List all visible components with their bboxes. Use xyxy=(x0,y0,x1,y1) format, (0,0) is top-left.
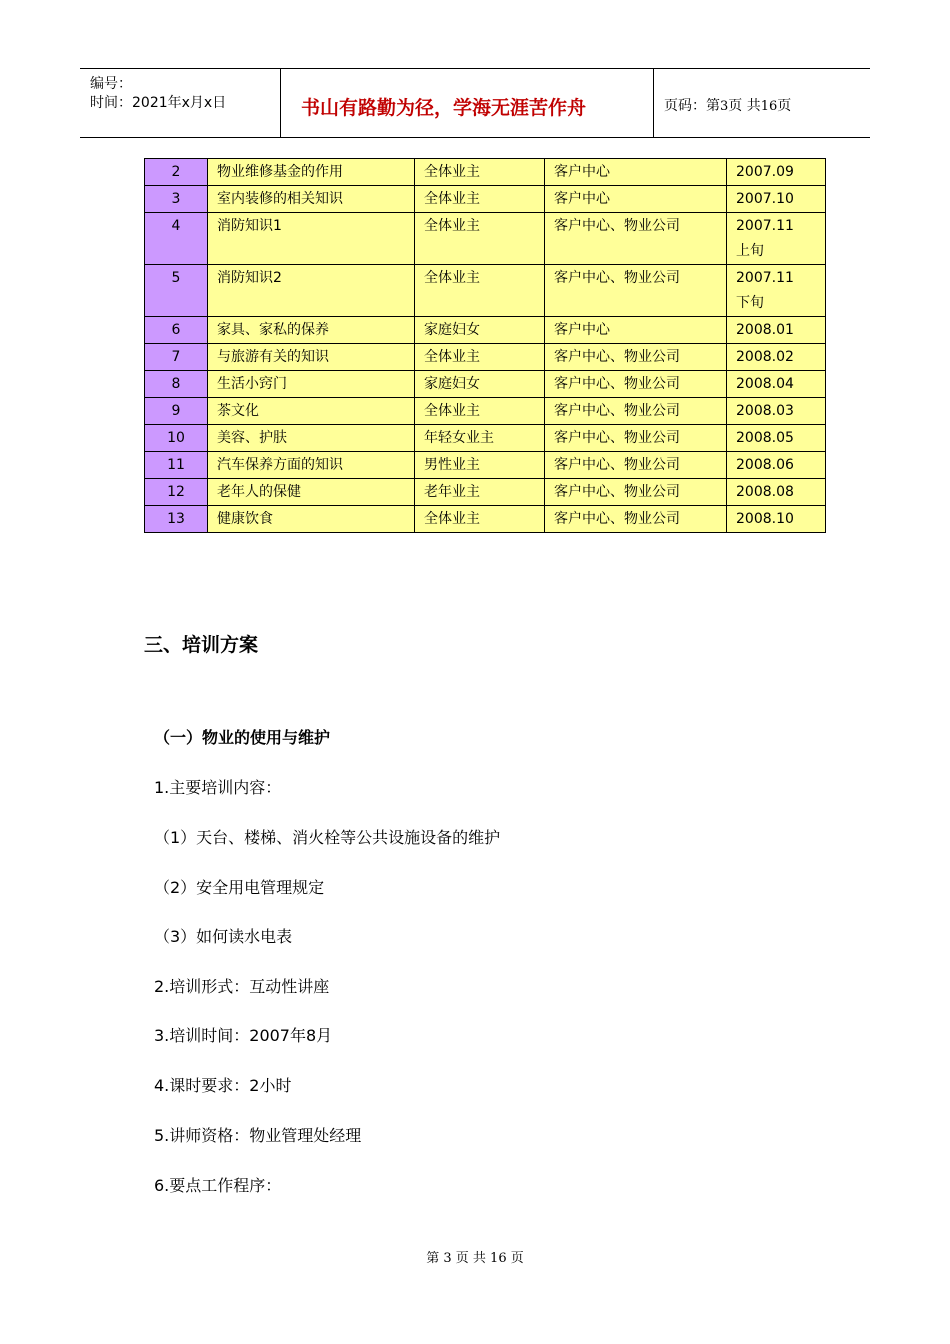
row-organizer xyxy=(545,265,727,317)
row-date xyxy=(727,425,826,452)
page-mid: 页 共 xyxy=(728,98,761,114)
row-topic xyxy=(208,479,415,506)
row-number-text: 2 xyxy=(171,164,181,180)
row-date xyxy=(727,371,826,398)
row-audience xyxy=(415,186,545,213)
row-date-period: 上旬 xyxy=(736,243,764,259)
row-date-text: 2008.05 xyxy=(736,430,794,446)
header-page-number xyxy=(664,95,791,115)
row-number-text: 6 xyxy=(171,322,181,338)
row-date-text: 2007.11 xyxy=(736,270,794,286)
subsection-title: （一）物业的使用与维护 xyxy=(154,728,331,747)
row-number-text: 4 xyxy=(171,218,181,234)
row-audience-text: 年轻女业主 xyxy=(424,430,494,446)
row-audience xyxy=(415,371,545,398)
row-date-text: 2008.01 xyxy=(736,322,794,338)
row-date xyxy=(727,398,826,425)
row-date-text: 2007.09 xyxy=(736,164,794,180)
paragraph-format: 2.培训形式：互动性讲座 xyxy=(154,977,330,996)
page-prefix: 页码：第 xyxy=(664,98,720,114)
row-audience-text: 全体业主 xyxy=(424,270,480,286)
row-number-text: 12 xyxy=(167,484,185,500)
paragraph-item-1: （1）天台、楼梯、消火栓等公共设施设备的维护 xyxy=(154,828,501,847)
row-date xyxy=(727,506,826,533)
row-audience xyxy=(415,479,545,506)
row-organizer-text: 客户中心、物业公司 xyxy=(554,457,680,473)
table-row xyxy=(145,265,826,317)
row-audience xyxy=(415,506,545,533)
table-row xyxy=(145,479,826,506)
row-audience xyxy=(415,265,545,317)
row-audience xyxy=(415,398,545,425)
row-date xyxy=(727,159,826,186)
row-organizer xyxy=(545,186,727,213)
row-audience-text: 全体业主 xyxy=(424,164,480,180)
paragraph-procedure: 6.要点工作程序： xyxy=(154,1176,282,1195)
row-number-text: 8 xyxy=(171,376,181,392)
row-number xyxy=(145,371,208,398)
page-suffix: 页 xyxy=(777,98,792,114)
row-topic-text: 老年人的保健 xyxy=(217,484,301,500)
row-audience-text: 全体业主 xyxy=(424,218,480,234)
table-row xyxy=(145,344,826,371)
row-audience xyxy=(415,452,545,479)
row-number xyxy=(145,317,208,344)
row-topic xyxy=(208,265,415,317)
page-num: 3 xyxy=(720,99,729,114)
row-topic-text: 美容、护肤 xyxy=(217,430,287,446)
training-schedule-table xyxy=(144,158,826,533)
row-number xyxy=(145,186,208,213)
row-audience-text: 老年业主 xyxy=(424,484,480,500)
row-topic-text: 消防知识1 xyxy=(217,218,282,234)
row-organizer xyxy=(545,159,727,186)
row-topic-text: 与旅游有关的知识 xyxy=(217,349,329,365)
row-organizer xyxy=(545,506,727,533)
row-organizer-text: 客户中心、物业公司 xyxy=(554,349,680,365)
row-date-text: 2008.08 xyxy=(736,484,794,500)
row-topic xyxy=(208,213,415,265)
motto: 书山有路勤为径，学海无涯苦作舟 xyxy=(301,97,587,119)
row-audience-text: 全体业主 xyxy=(424,349,480,365)
row-number xyxy=(145,398,208,425)
row-number-text: 11 xyxy=(167,457,185,473)
row-topic xyxy=(208,317,415,344)
row-date xyxy=(727,186,826,213)
row-organizer xyxy=(545,371,727,398)
row-audience-text: 全体业主 xyxy=(424,191,480,207)
row-organizer-text: 客户中心 xyxy=(554,164,610,180)
row-number xyxy=(145,265,208,317)
table-row xyxy=(145,186,826,213)
row-audience xyxy=(415,425,545,452)
row-topic-text: 物业维修基金的作用 xyxy=(217,164,343,180)
row-audience-text: 全体业主 xyxy=(424,511,480,527)
row-date-text: 2008.04 xyxy=(736,376,794,392)
row-number xyxy=(145,479,208,506)
row-number-text: 9 xyxy=(171,403,181,419)
row-organizer xyxy=(545,344,727,371)
row-number-text: 3 xyxy=(171,191,181,207)
page-total: 16 xyxy=(760,99,778,114)
paragraph-hours: 4.课时要求：2小时 xyxy=(154,1076,292,1095)
row-audience-text: 家庭妇女 xyxy=(424,322,480,338)
row-organizer xyxy=(545,479,727,506)
table-row xyxy=(145,317,826,344)
table-row xyxy=(145,452,826,479)
date-label: 时间：2021年x月x日 xyxy=(90,95,227,111)
row-date-text: 2008.10 xyxy=(736,511,794,527)
row-organizer-text: 客户中心 xyxy=(554,191,610,207)
row-date xyxy=(727,479,826,506)
table-row xyxy=(145,425,826,452)
table-row xyxy=(145,371,826,398)
row-number xyxy=(145,159,208,186)
row-topic xyxy=(208,425,415,452)
table-row xyxy=(145,506,826,533)
row-organizer-text: 客户中心、物业公司 xyxy=(554,218,680,234)
row-topic-text: 生活小窍门 xyxy=(217,376,287,392)
row-topic xyxy=(208,344,415,371)
row-number xyxy=(145,213,208,265)
row-topic xyxy=(208,452,415,479)
row-organizer-text: 客户中心、物业公司 xyxy=(554,403,680,419)
row-number xyxy=(145,425,208,452)
row-number xyxy=(145,452,208,479)
row-date xyxy=(727,265,826,317)
header-motto-cell xyxy=(281,69,654,137)
row-number-text: 13 xyxy=(167,511,185,527)
row-organizer-text: 客户中心 xyxy=(554,322,610,338)
row-date xyxy=(727,344,826,371)
header-meta xyxy=(80,69,281,137)
table-row xyxy=(145,398,826,425)
row-organizer-text: 客户中心、物业公司 xyxy=(554,484,680,500)
section-title: 三、培训方案 xyxy=(144,634,259,656)
row-audience xyxy=(415,159,545,186)
page-footer: 第 3 页 共 16 页 xyxy=(426,1251,524,1266)
row-topic xyxy=(208,186,415,213)
row-number-text: 7 xyxy=(171,349,181,365)
row-date xyxy=(727,317,826,344)
row-organizer-text: 客户中心、物业公司 xyxy=(554,511,680,527)
row-date-text: 2007.11 xyxy=(736,218,794,234)
row-date xyxy=(727,213,826,265)
code-label: 编号： xyxy=(90,76,132,92)
table-row xyxy=(145,213,826,265)
row-date-text: 2008.02 xyxy=(736,349,794,365)
row-audience-text: 男性业主 xyxy=(424,457,480,473)
page-header xyxy=(80,68,870,138)
table-row xyxy=(145,159,826,186)
paragraph-lecturer: 5.讲师资格：物业管理处经理 xyxy=(154,1126,362,1145)
row-number-text: 10 xyxy=(167,430,185,446)
paragraph-item-3: （3）如何读水电表 xyxy=(154,927,293,946)
row-audience-text: 全体业主 xyxy=(424,403,480,419)
row-date-text: 2008.06 xyxy=(736,457,794,473)
header-page-cell xyxy=(654,69,870,137)
row-date-text: 2008.03 xyxy=(736,403,794,419)
row-date-period: 下旬 xyxy=(736,295,764,311)
row-number xyxy=(145,344,208,371)
row-audience xyxy=(415,344,545,371)
row-organizer-text: 客户中心、物业公司 xyxy=(554,376,680,392)
row-organizer-text: 客户中心、物业公司 xyxy=(554,270,680,286)
row-audience xyxy=(415,213,545,265)
row-date-text: 2007.10 xyxy=(736,191,794,207)
row-topic-text: 汽车保养方面的知识 xyxy=(217,457,343,473)
row-audience-text: 家庭妇女 xyxy=(424,376,480,392)
row-organizer-text: 客户中心、物业公司 xyxy=(554,430,680,446)
row-organizer xyxy=(545,317,727,344)
paragraph-item-2: （2）安全用电管理规定 xyxy=(154,878,325,897)
paragraph-time: 3.培训时间：2007年8月 xyxy=(154,1026,333,1045)
paragraph-content-heading: 1.主要培训内容： xyxy=(154,778,282,797)
row-topic-text: 室内装修的相关知识 xyxy=(217,191,343,207)
row-organizer xyxy=(545,213,727,265)
row-topic xyxy=(208,159,415,186)
row-number xyxy=(145,506,208,533)
row-organizer xyxy=(545,425,727,452)
row-topic-text: 家具、家私的保养 xyxy=(217,322,329,338)
row-date xyxy=(727,452,826,479)
row-topic xyxy=(208,506,415,533)
row-topic xyxy=(208,371,415,398)
row-topic-text: 消防知识2 xyxy=(217,270,282,286)
row-number-text: 5 xyxy=(171,270,181,286)
row-topic xyxy=(208,398,415,425)
row-topic-text: 茶文化 xyxy=(217,403,259,419)
row-audience xyxy=(415,317,545,344)
row-organizer xyxy=(545,452,727,479)
row-topic-text: 健康饮食 xyxy=(217,511,273,527)
row-organizer xyxy=(545,398,727,425)
